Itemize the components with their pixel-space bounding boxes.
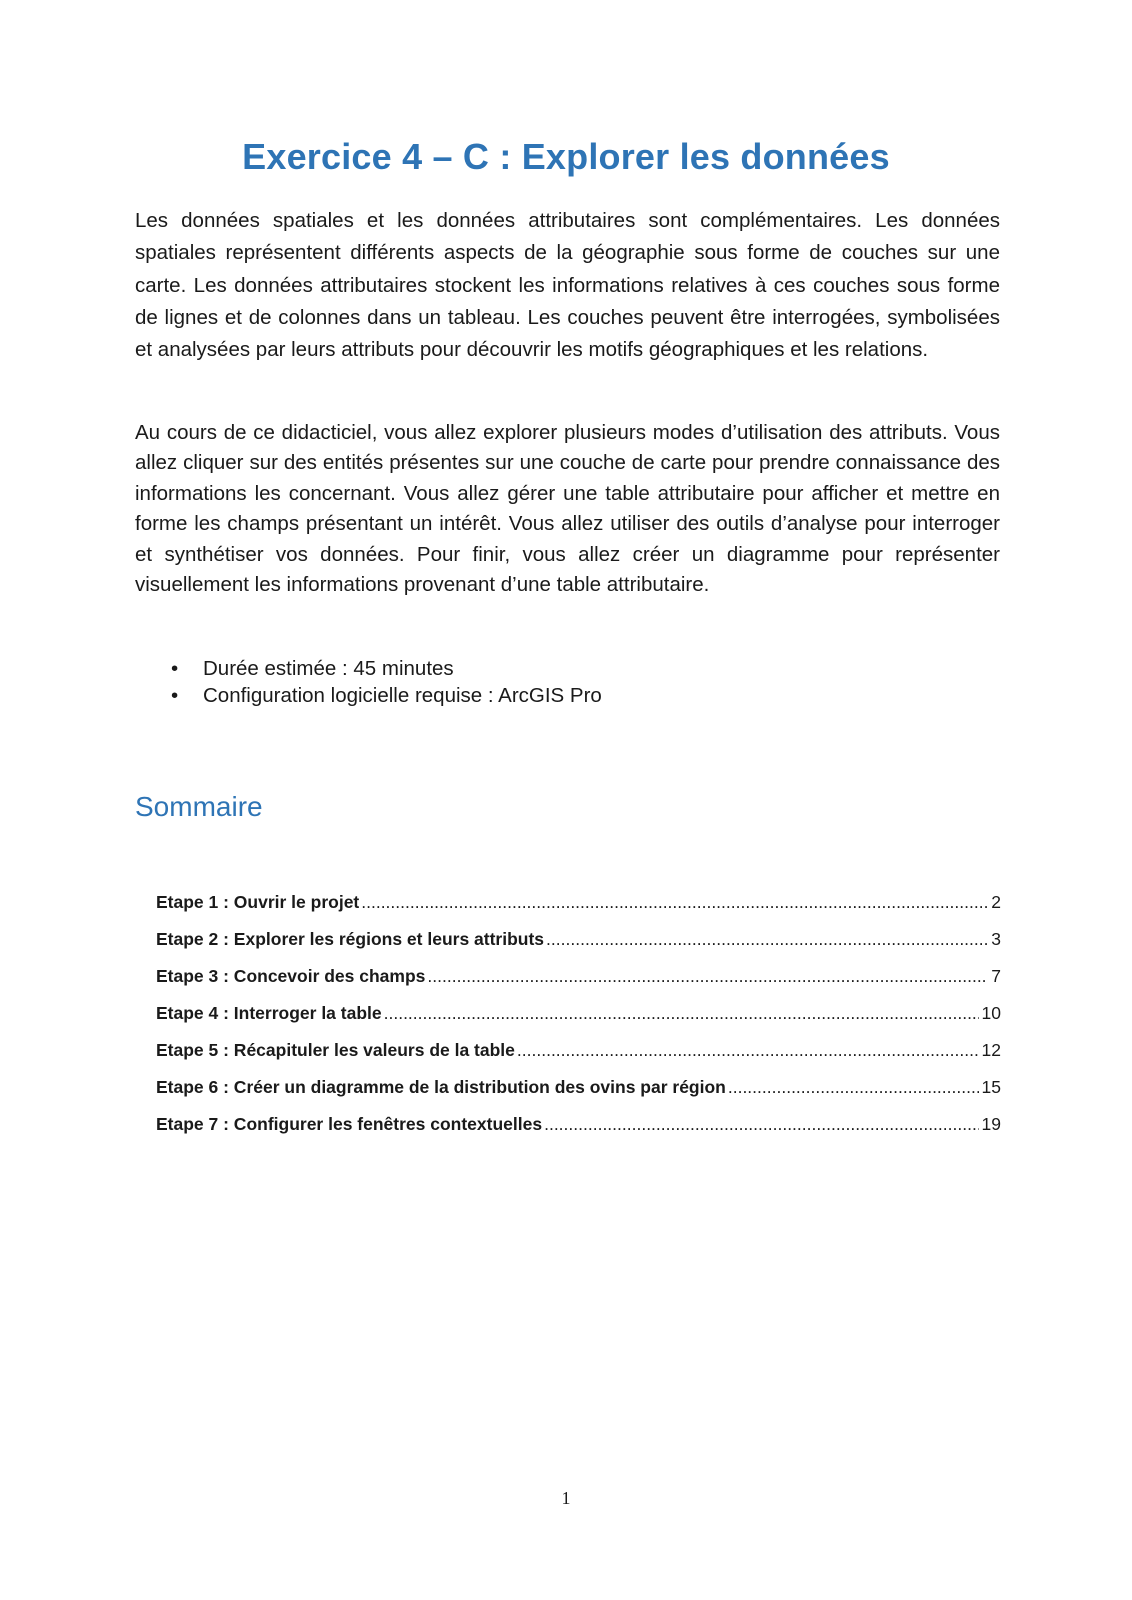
toc-entry-label[interactable]: Etape 5 : Récapituler les valeurs de la table bbox=[156, 1040, 515, 1060]
toc-leader-dots bbox=[544, 1115, 978, 1135]
toc-entry-5[interactable] bbox=[156, 1024, 1001, 1061]
bullet-duration: Durée estimée : 45 minutes bbox=[203, 657, 454, 680]
bullet-icon: • bbox=[171, 684, 179, 707]
toc-leader-dots bbox=[384, 1004, 979, 1024]
toc-entry-4[interactable] bbox=[156, 987, 1001, 1024]
toc-leader-dots bbox=[546, 930, 988, 950]
toc-entry-page[interactable]: 2 bbox=[991, 892, 1001, 912]
page-number: 1 bbox=[561, 1488, 571, 1508]
info-bullet-list bbox=[135, 655, 602, 709]
toc-entry-page[interactable]: 7 bbox=[991, 966, 1001, 986]
toc-entry-2[interactable] bbox=[156, 913, 1001, 950]
table-of-contents bbox=[156, 876, 1001, 1135]
toc-leader-dots bbox=[728, 1078, 979, 1098]
toc-heading: Sommaire bbox=[135, 791, 263, 822]
toc-entry-label[interactable]: Etape 4 : Interroger la table bbox=[156, 1003, 382, 1023]
bullet-software: Configuration logicielle requise : ArcGIS Pro bbox=[203, 684, 602, 707]
toc-entry-7[interactable] bbox=[156, 1098, 1001, 1135]
toc-entry-label[interactable]: Etape 1 : Ouvrir le projet bbox=[156, 892, 360, 912]
toc-entry-label[interactable]: Etape 3 : Concevoir des champs bbox=[156, 966, 426, 986]
toc-leader-dots bbox=[517, 1041, 979, 1061]
toc-entry-page[interactable]: 3 bbox=[991, 929, 1001, 949]
list-item bbox=[135, 655, 602, 682]
toc-entry-label[interactable]: Etape 6 : Créer un diagramme de la distribution des ovins par région bbox=[156, 1077, 726, 1097]
toc-entry-page[interactable]: 10 bbox=[981, 1003, 1001, 1023]
page-title: Exercice 4 – C : Explorer les données bbox=[242, 136, 890, 177]
toc-leader-dots bbox=[427, 967, 988, 987]
intro-paragraph-2: Au cours de ce didacticiel, vous allez explorer plusieurs modes d’utilisation des attributs. Vous allez cliquer sur des entités présentes sur une couche de carte pour prendre connaissance des informations les concernant. Vous allez gérer une table attributaire pour afficher et mettre en forme les champs présentant un intérêt. Vous allez utiliser des outils d’analyse pour interroger et synthétiser vos données. Pour finir, vous allez créer un diagramme pour représenter visuellement les informations provenant d’une table attributaire. bbox=[135, 421, 1000, 597]
toc-entry-3[interactable] bbox=[156, 950, 1001, 987]
toc-entry-page[interactable]: 15 bbox=[981, 1077, 1001, 1097]
bullet-icon: • bbox=[171, 657, 179, 680]
toc-entry-label[interactable]: Etape 7 : Configurer les fenêtres contextuelles bbox=[156, 1114, 543, 1134]
toc-entry-1[interactable] bbox=[156, 876, 1001, 913]
toc-entry-page[interactable]: 12 bbox=[981, 1040, 1001, 1060]
toc-entry-label[interactable]: Etape 2 : Explorer les régions et leurs attributs bbox=[156, 929, 545, 949]
toc-entry-6[interactable] bbox=[156, 1061, 1001, 1098]
toc-leader-dots bbox=[361, 893, 988, 913]
toc-entry-page[interactable]: 19 bbox=[981, 1114, 1001, 1134]
list-item bbox=[135, 682, 602, 709]
intro-paragraph-1: Les données spatiales et les données attributaires sont complémentaires. Les données spatiales représentent différents aspects de la géographie sous forme de couches sur une carte. Les données attributaires stockent les informations relatives à ces couches sous forme de lignes et de colonnes dans un tableau. Les couches peuvent être interrogées, symbolisées et analysées par leurs attributs pour découvrir les motifs géographiques et les relations. bbox=[135, 209, 1000, 362]
